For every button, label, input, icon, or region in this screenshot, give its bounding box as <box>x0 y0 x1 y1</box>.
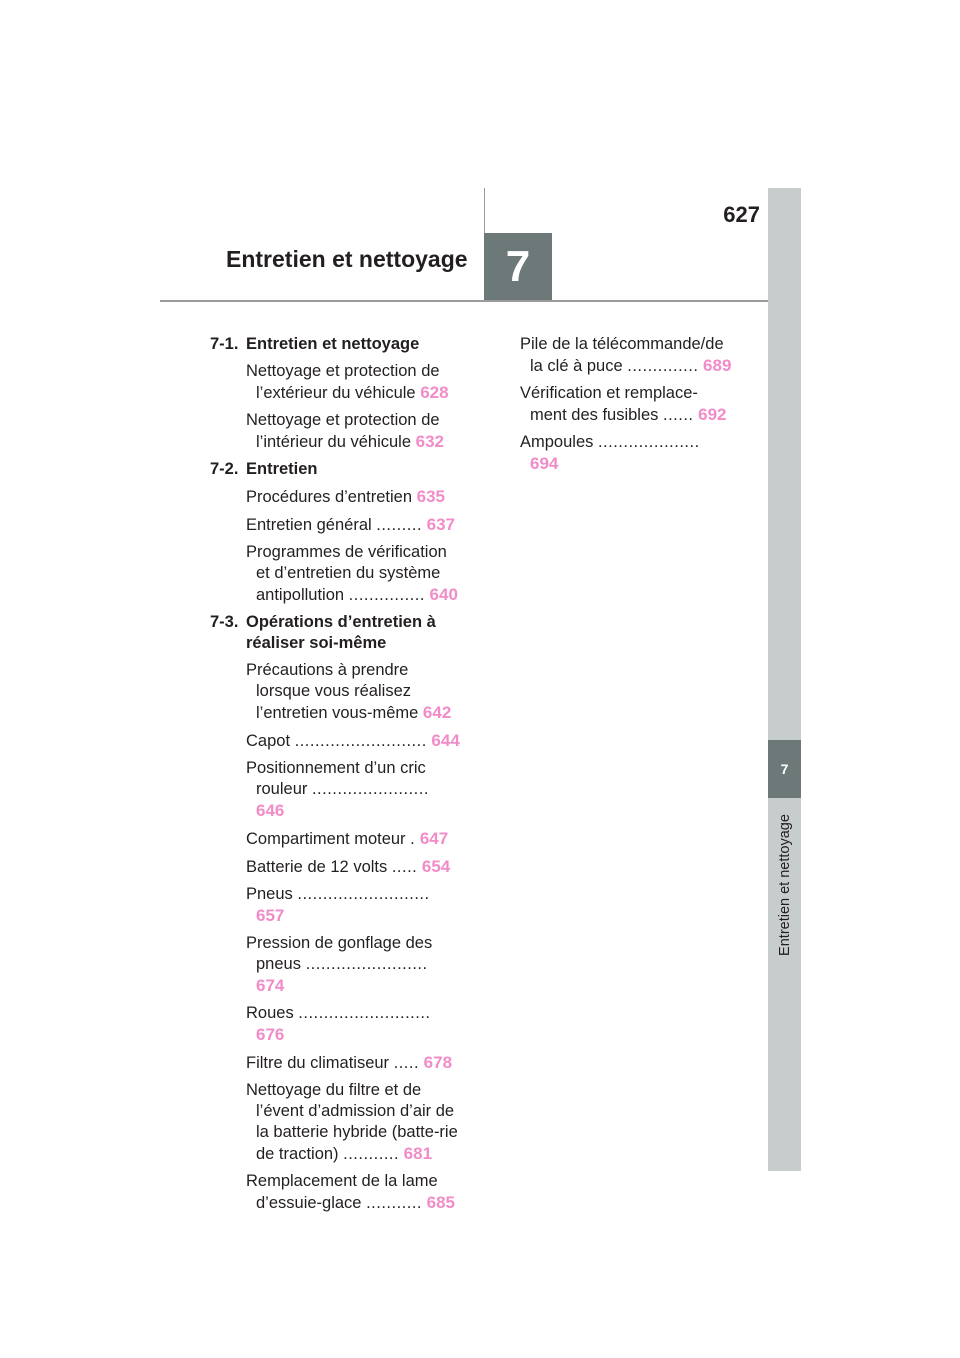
toc-page-link[interactable]: 657 <box>256 906 285 925</box>
toc-entry-title: Ampoules <box>520 433 594 451</box>
toc-section-heading <box>210 334 460 355</box>
toc-entry-title: Pneus <box>246 885 293 903</box>
toc-page-link[interactable]: 644 <box>431 731 460 750</box>
toc-entry[interactable] <box>246 884 460 927</box>
toc-leader-dots: .............. <box>627 357 699 375</box>
toc-entry[interactable] <box>246 514 460 536</box>
toc-section-heading <box>210 612 460 654</box>
toc-entry[interactable] <box>246 1171 460 1214</box>
toc-leader-dots: ......... <box>376 516 423 534</box>
toc-page-link[interactable]: 689 <box>703 356 732 375</box>
toc-page-link[interactable]: 694 <box>530 454 559 473</box>
toc-page-link[interactable]: 646 <box>256 801 285 820</box>
toc-entry[interactable] <box>246 1052 460 1074</box>
chapter-number-tab: 7 <box>484 233 552 300</box>
toc-leader-dots: ............... <box>348 586 425 604</box>
toc-entry[interactable] <box>520 383 732 426</box>
toc-page-link[interactable]: 692 <box>698 405 727 424</box>
chapter-title: Entretien et nettoyage <box>226 246 468 272</box>
toc-entry-title: Pression de gonflage des pneus <box>246 934 433 973</box>
toc-entry-title: Pile de la télécommande/de la clé à puce <box>520 335 724 375</box>
toc-section-number: 7-3. <box>210 613 239 631</box>
page-number: 627 <box>723 202 760 227</box>
toc-section-title: Entretien <box>246 460 318 478</box>
toc-leader-dots: ........... <box>366 1194 423 1212</box>
toc-entry[interactable] <box>246 1003 460 1046</box>
toc-entry-title: Nettoyage et protection de l’intérieur du véhicule <box>246 411 440 451</box>
toc-section-heading <box>210 459 460 480</box>
toc-entry[interactable] <box>246 410 460 453</box>
toc-leader-dots: . <box>410 830 416 848</box>
toc-entry[interactable] <box>246 933 460 997</box>
toc-leader-dots: .......................... <box>298 1004 431 1022</box>
toc-entry-title: Nettoyage et protection de l’extérieur du véhicule <box>246 362 440 402</box>
side-thumb-strip <box>768 188 801 1171</box>
toc-leader-dots: .......................... <box>297 885 430 903</box>
toc-entry-title: Roues <box>246 1004 294 1022</box>
toc-entry[interactable] <box>246 730 460 752</box>
toc-entry[interactable] <box>246 758 460 822</box>
toc-entry-title: Procédures d’entretien <box>246 488 413 506</box>
toc-entry-title: Capot <box>246 732 291 750</box>
toc-page-link[interactable]: 642 <box>422 703 452 722</box>
header-rule <box>160 300 768 302</box>
toc-section-title: Opérations d’entretien à réaliser soi-même <box>246 613 436 652</box>
toc-entry[interactable] <box>246 660 460 724</box>
toc-entry-title: Vérification et remplace-ment des fusibles <box>520 384 698 424</box>
toc-page-link[interactable]: 635 <box>416 487 445 506</box>
toc-entry[interactable] <box>246 1080 460 1165</box>
toc-page-link[interactable]: 676 <box>256 1025 285 1044</box>
toc-page-link[interactable]: 681 <box>403 1144 433 1163</box>
toc-entry-title: Positionnement d’un cric rouleur <box>246 759 426 798</box>
toc-entry-title: Batterie de 12 volts <box>246 858 388 876</box>
toc-leader-dots: ........... <box>343 1145 400 1163</box>
toc-entry[interactable] <box>246 828 460 850</box>
toc-section-number: 7-2. <box>210 460 239 478</box>
toc-section-title: Entretien et nettoyage <box>246 335 420 353</box>
toc-entry-title: Entretien général <box>246 516 372 534</box>
toc-page-link[interactable]: 678 <box>423 1053 453 1072</box>
toc-entry-title: Précautions à prendre lorsque vous réalisez l’entretien vous-même <box>246 661 419 722</box>
toc-page-link[interactable]: 637 <box>426 515 455 534</box>
toc-leader-dots: .................... <box>597 433 700 451</box>
toc-leader-dots: ..... <box>391 858 418 876</box>
toc-entry-title: Compartiment moteur <box>246 830 406 848</box>
toc-section-number: 7-1. <box>210 335 239 353</box>
toc-leader-dots: ........................ <box>305 955 428 973</box>
toc-entry-title: Programmes de vérification et d’entretien du système antipollution <box>246 543 447 604</box>
toc-leader-dots: ...... <box>663 406 694 424</box>
toc-entry-title: Nettoyage du filtre et de l’évent d’admission d’air de la batterie hybride (batte-rie de traction) <box>246 1081 458 1163</box>
toc-leader-dots: ....................... <box>311 780 429 798</box>
toc-page-link[interactable]: 640 <box>429 585 458 604</box>
toc-page-link[interactable]: 628 <box>420 383 449 402</box>
toc-entry[interactable] <box>246 361 460 404</box>
toc-leader-dots: .......................... <box>294 732 427 750</box>
toc-entry[interactable] <box>246 486 460 508</box>
side-chapter-label: Entretien et nettoyage <box>777 814 793 956</box>
toc-page-link[interactable]: 647 <box>419 829 449 848</box>
toc-page-link[interactable]: 654 <box>421 857 451 876</box>
toc-entry[interactable] <box>246 856 460 878</box>
toc-leader-dots: ..... <box>393 1054 420 1072</box>
toc-entry-title: Remplacement de la lame d’essuie-glace <box>246 1172 438 1212</box>
header-vertical-rule <box>484 188 485 234</box>
toc-entry[interactable] <box>246 542 460 606</box>
toc-column-right <box>520 334 732 481</box>
toc-page-link[interactable]: 674 <box>256 976 285 995</box>
toc-column-left <box>210 334 460 1220</box>
toc-entry[interactable] <box>520 432 732 475</box>
side-chapter-tab[interactable]: 7 <box>768 740 801 798</box>
toc-entry-title: Filtre du climatiseur <box>246 1054 390 1072</box>
toc-entry[interactable] <box>520 334 732 377</box>
toc-page-link[interactable]: 632 <box>415 432 444 451</box>
toc-page-link[interactable]: 685 <box>426 1193 455 1212</box>
